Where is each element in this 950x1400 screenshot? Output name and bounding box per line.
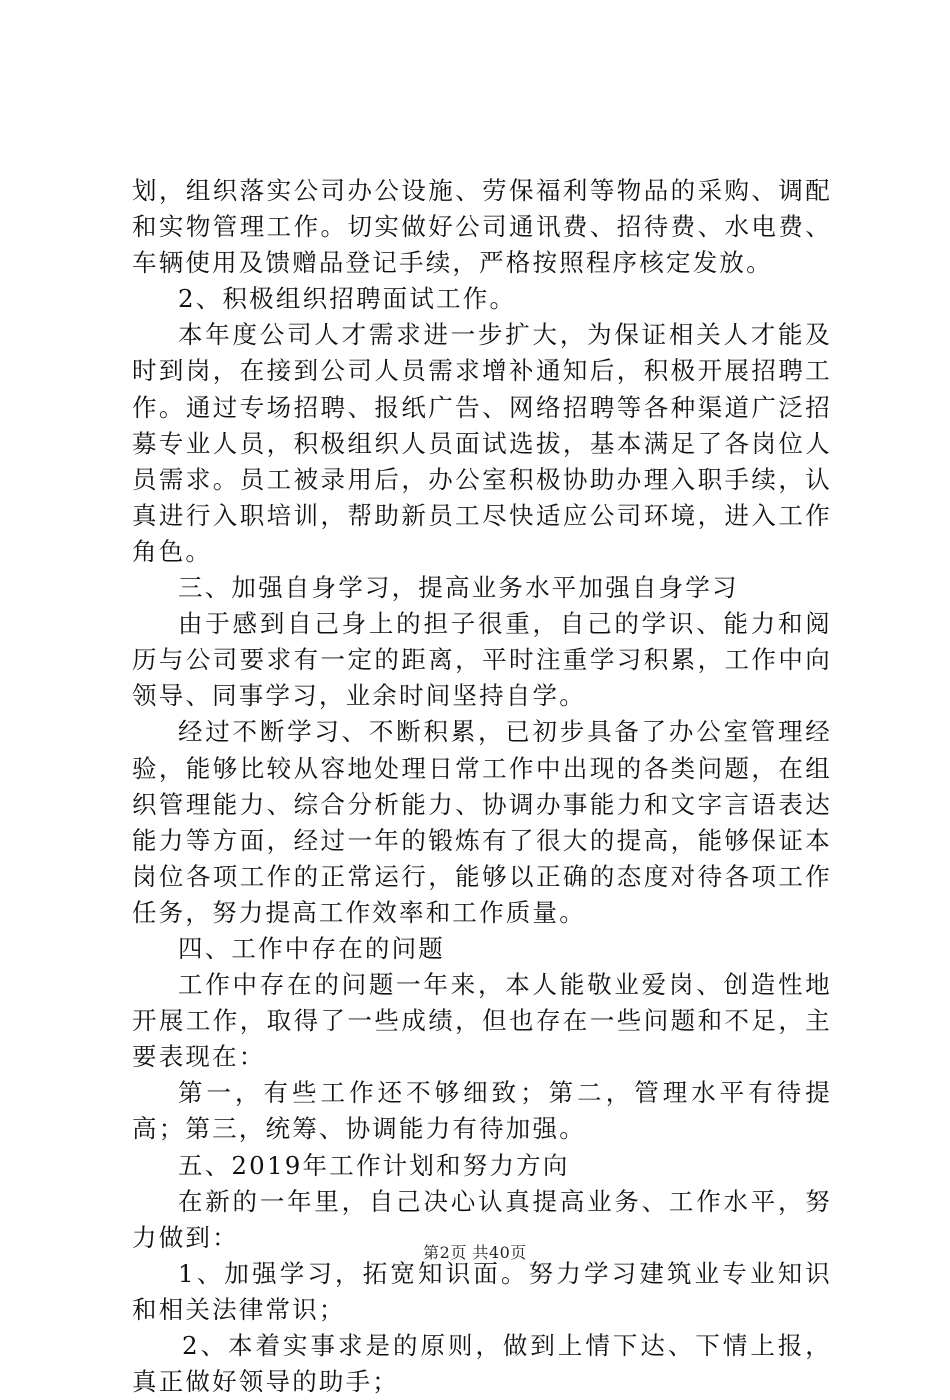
heading-plan: 五、2019年工作计划和努力方向 — [178, 1150, 570, 1180]
heading-self-study: 三、加强自身学习，提高业务水平加强自身学习 — [178, 573, 739, 603]
paragraph-problem-list: 第一，有些工作还不够细致；第二，管理水平有待提高；第三，统筹、协调能力有待加强。 — [132, 1078, 832, 1144]
list-item-plan-2: 2、本着实事求是的原则，做到上情下达、下情上报，真正做好领导的助手； — [132, 1331, 832, 1397]
paragraph-experience: 经过不断学习、不断积累，已初步具备了办公室管理经验，能够比较从容地处理日常工作中出现的各类问题，在组织管理能力、综合分析能力、协调办事能力和文字言语表达能力等方面，经过一年的锻炼有了很大的提高，能够保证本岗位各项工作的正常运行，能够以正确的态度对待各项工作任务，努力提高工作效率和工作质量。 — [132, 717, 832, 927]
page-number-footer: 第2页 共40页 — [423, 1243, 527, 1262]
heading-recruitment: 2、积极组织招聘面试工作。 — [178, 284, 517, 314]
list-item-plan-1: 1、加强学习，拓宽知识面。努力学习建筑业专业知识和相关法律常识； — [132, 1258, 832, 1324]
paragraph-plan-intro: 在新的一年里，自己决心认真提高业务、工作水平，努力做到： — [132, 1186, 832, 1252]
paragraph-continued-text: 划，组织落实公司办公设施、劳保福利等物品的采购、调配和实物管理工作。切实做好公司通讯费、招待费、水电费、车辆使用及馈赠品登记手续，严格按照程序核定发放。 — [132, 176, 832, 278]
paragraph-recruitment: 本年度公司人才需求进一步扩大，为保证相关人才能及时到岗，在接到公司人员需求增补通知后，积极开展招聘工作。通过专场招聘、报纸广告、网络招聘等各种渠道广泛招募专业人员，积极组织人员面试选拔，基本满足了各岗位人员需求。员工被录用后，办公室积极协助办理入职手续，认真进行入职培训，帮助新员工尽快适应公司环境，进入工作角色。 — [132, 320, 832, 566]
heading-problems: 四、工作中存在的问题 — [178, 933, 445, 963]
paragraph-problems: 工作中存在的问题一年来，本人能敬业爱岗、创造性地开展工作，取得了一些成绩，但也存在一些问题和不足，主要表现在： — [132, 970, 832, 1072]
document-body — [132, 173, 832, 1400]
paragraph-self-study: 由于感到自己身上的担子很重，自己的学识、能力和阅历与公司要求有一定的距离，平时注重学习积累，工作中向领导、同事学习，业余时间坚持自学。 — [132, 609, 832, 711]
